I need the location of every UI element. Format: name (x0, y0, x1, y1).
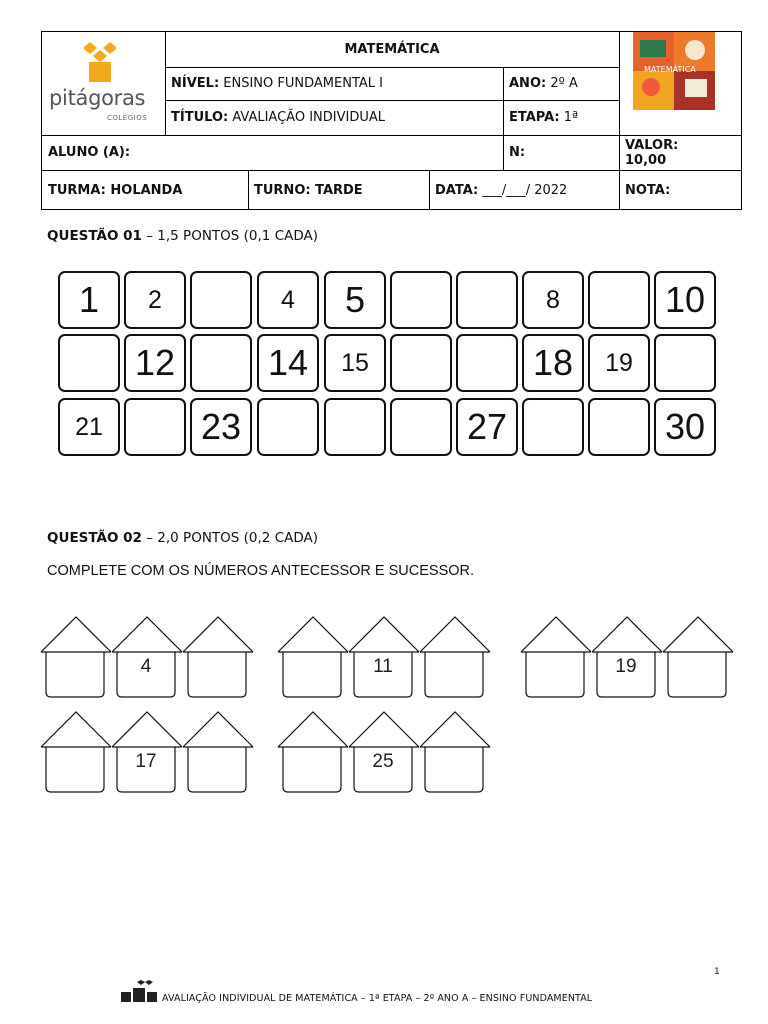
number-house (591, 614, 667, 700)
successor-house (419, 709, 495, 795)
question-1-points: – 1,5 PONTOS (0,1 CADA) (141, 228, 319, 244)
year-label: ANO: (509, 76, 547, 91)
house-group (40, 614, 254, 700)
date-cell (429, 170, 619, 210)
grid-cell (456, 271, 518, 329)
grid-cell: 5 (324, 271, 386, 329)
house-group (277, 709, 491, 795)
number-house (111, 614, 187, 700)
grid-cell (588, 398, 650, 456)
title-value: AVALIAÇÃO INDIVIDUAL (232, 110, 385, 125)
school-logo (42, 32, 165, 135)
number-house (348, 614, 424, 700)
grid-cell: 18 (522, 334, 584, 392)
grid-cell: 4 (257, 271, 319, 329)
level-cell (165, 67, 503, 100)
number-house (348, 709, 424, 795)
grid-cell: 30 (654, 398, 716, 456)
stage-cell (503, 100, 619, 135)
page-number: 1 (714, 967, 720, 977)
house-group (520, 614, 734, 700)
value-cell (619, 135, 742, 170)
question-1-title (47, 228, 318, 244)
successor-house (182, 614, 258, 700)
grade-label: NOTA: (625, 182, 671, 198)
house-number: 4 (140, 656, 152, 677)
house-number: 19 (615, 656, 637, 677)
footer-text: AVALIAÇÃO INDIVIDUAL DE MATEMÁTICA – 1ª ETAPA – 2º ANO A – ENSINO FUNDAMENTAL (162, 993, 593, 1004)
level-label: NÍVEL: (171, 76, 220, 91)
logo-wordmark: pitágoras (49, 86, 146, 110)
class-label: TURMA: HOLANDA (48, 182, 183, 198)
predecessor-house (520, 614, 596, 700)
grid-cell: 19 (588, 334, 650, 392)
badge-label: MATEMÁTICA (644, 65, 696, 74)
question-2-instruction: COMPLETE COM OS NÚMEROS ANTECESSOR E SUCESSOR. (47, 563, 475, 579)
grid-cell: 14 (257, 334, 319, 392)
grid-cell: 1 (58, 271, 120, 329)
pitagoras-logo-icon (80, 42, 120, 84)
grid-cell: 12 (124, 334, 186, 392)
math-badge (633, 32, 715, 110)
header-table (41, 31, 742, 210)
question-2-points: – 2,0 PONTOS (0,2 CADA) (141, 530, 319, 546)
grid-cell: 23 (190, 398, 252, 456)
logo-subtitle: COLÉGIOS (107, 114, 148, 122)
house-number: 17 (135, 751, 157, 772)
value-label: VALOR: (625, 137, 679, 153)
number-house (111, 709, 187, 795)
grid-cell: 15 (324, 334, 386, 392)
house-group (40, 709, 254, 795)
number-label: N: (509, 145, 526, 160)
house-group (277, 614, 491, 700)
grid-cell (390, 271, 452, 329)
predecessor-house (277, 614, 353, 700)
successor-house (662, 614, 738, 700)
grid-cell (588, 271, 650, 329)
predecessor-house (277, 709, 353, 795)
grid-cell (324, 398, 386, 456)
question-1-label: QUESTÃO 01 (47, 228, 142, 244)
predecessor-house (40, 614, 116, 700)
value-amount: 10,00 (625, 152, 667, 168)
year-cell (503, 67, 619, 100)
year-value: 2º A (550, 76, 578, 91)
successor-house (419, 614, 495, 700)
grid-cell (654, 334, 716, 392)
grid-cell: 27 (456, 398, 518, 456)
successor-house (182, 709, 258, 795)
grid-cell (190, 334, 252, 392)
grid-cell (124, 398, 186, 456)
question-2-label: QUESTÃO 02 (47, 530, 142, 546)
grid-cell (390, 398, 452, 456)
grid-cell: 10 (654, 271, 716, 329)
title-cell (165, 100, 503, 135)
level-value: ENSINO FUNDAMENTAL I (223, 76, 383, 91)
grid-cell (456, 334, 518, 392)
house-number: 11 (373, 656, 393, 677)
title-label: TÍTULO: (171, 110, 229, 125)
grid-cell (190, 271, 252, 329)
stage-value: 1ª (563, 110, 579, 125)
grid-cell: 8 (522, 271, 584, 329)
shift-label: TURNO: TARDE (254, 182, 363, 198)
stage-label: ETAPA: (509, 110, 560, 125)
grid-cell (390, 334, 452, 392)
house-number: 25 (372, 751, 394, 772)
grid-cell (257, 398, 319, 456)
question-2-title (47, 530, 318, 546)
grid-cell (58, 334, 120, 392)
predecessor-house (40, 709, 116, 795)
footer-logo-icon (121, 980, 157, 1002)
subject-title: MATEMÁTICA (344, 42, 440, 57)
grid-cell: 21 (58, 398, 120, 456)
date-label: DATA: (435, 182, 479, 198)
grid-cell (522, 398, 584, 456)
date-value: ___/___/ 2022 (482, 182, 568, 198)
student-label: ALUNO (A): (48, 145, 131, 160)
grid-cell: 2 (124, 271, 186, 329)
